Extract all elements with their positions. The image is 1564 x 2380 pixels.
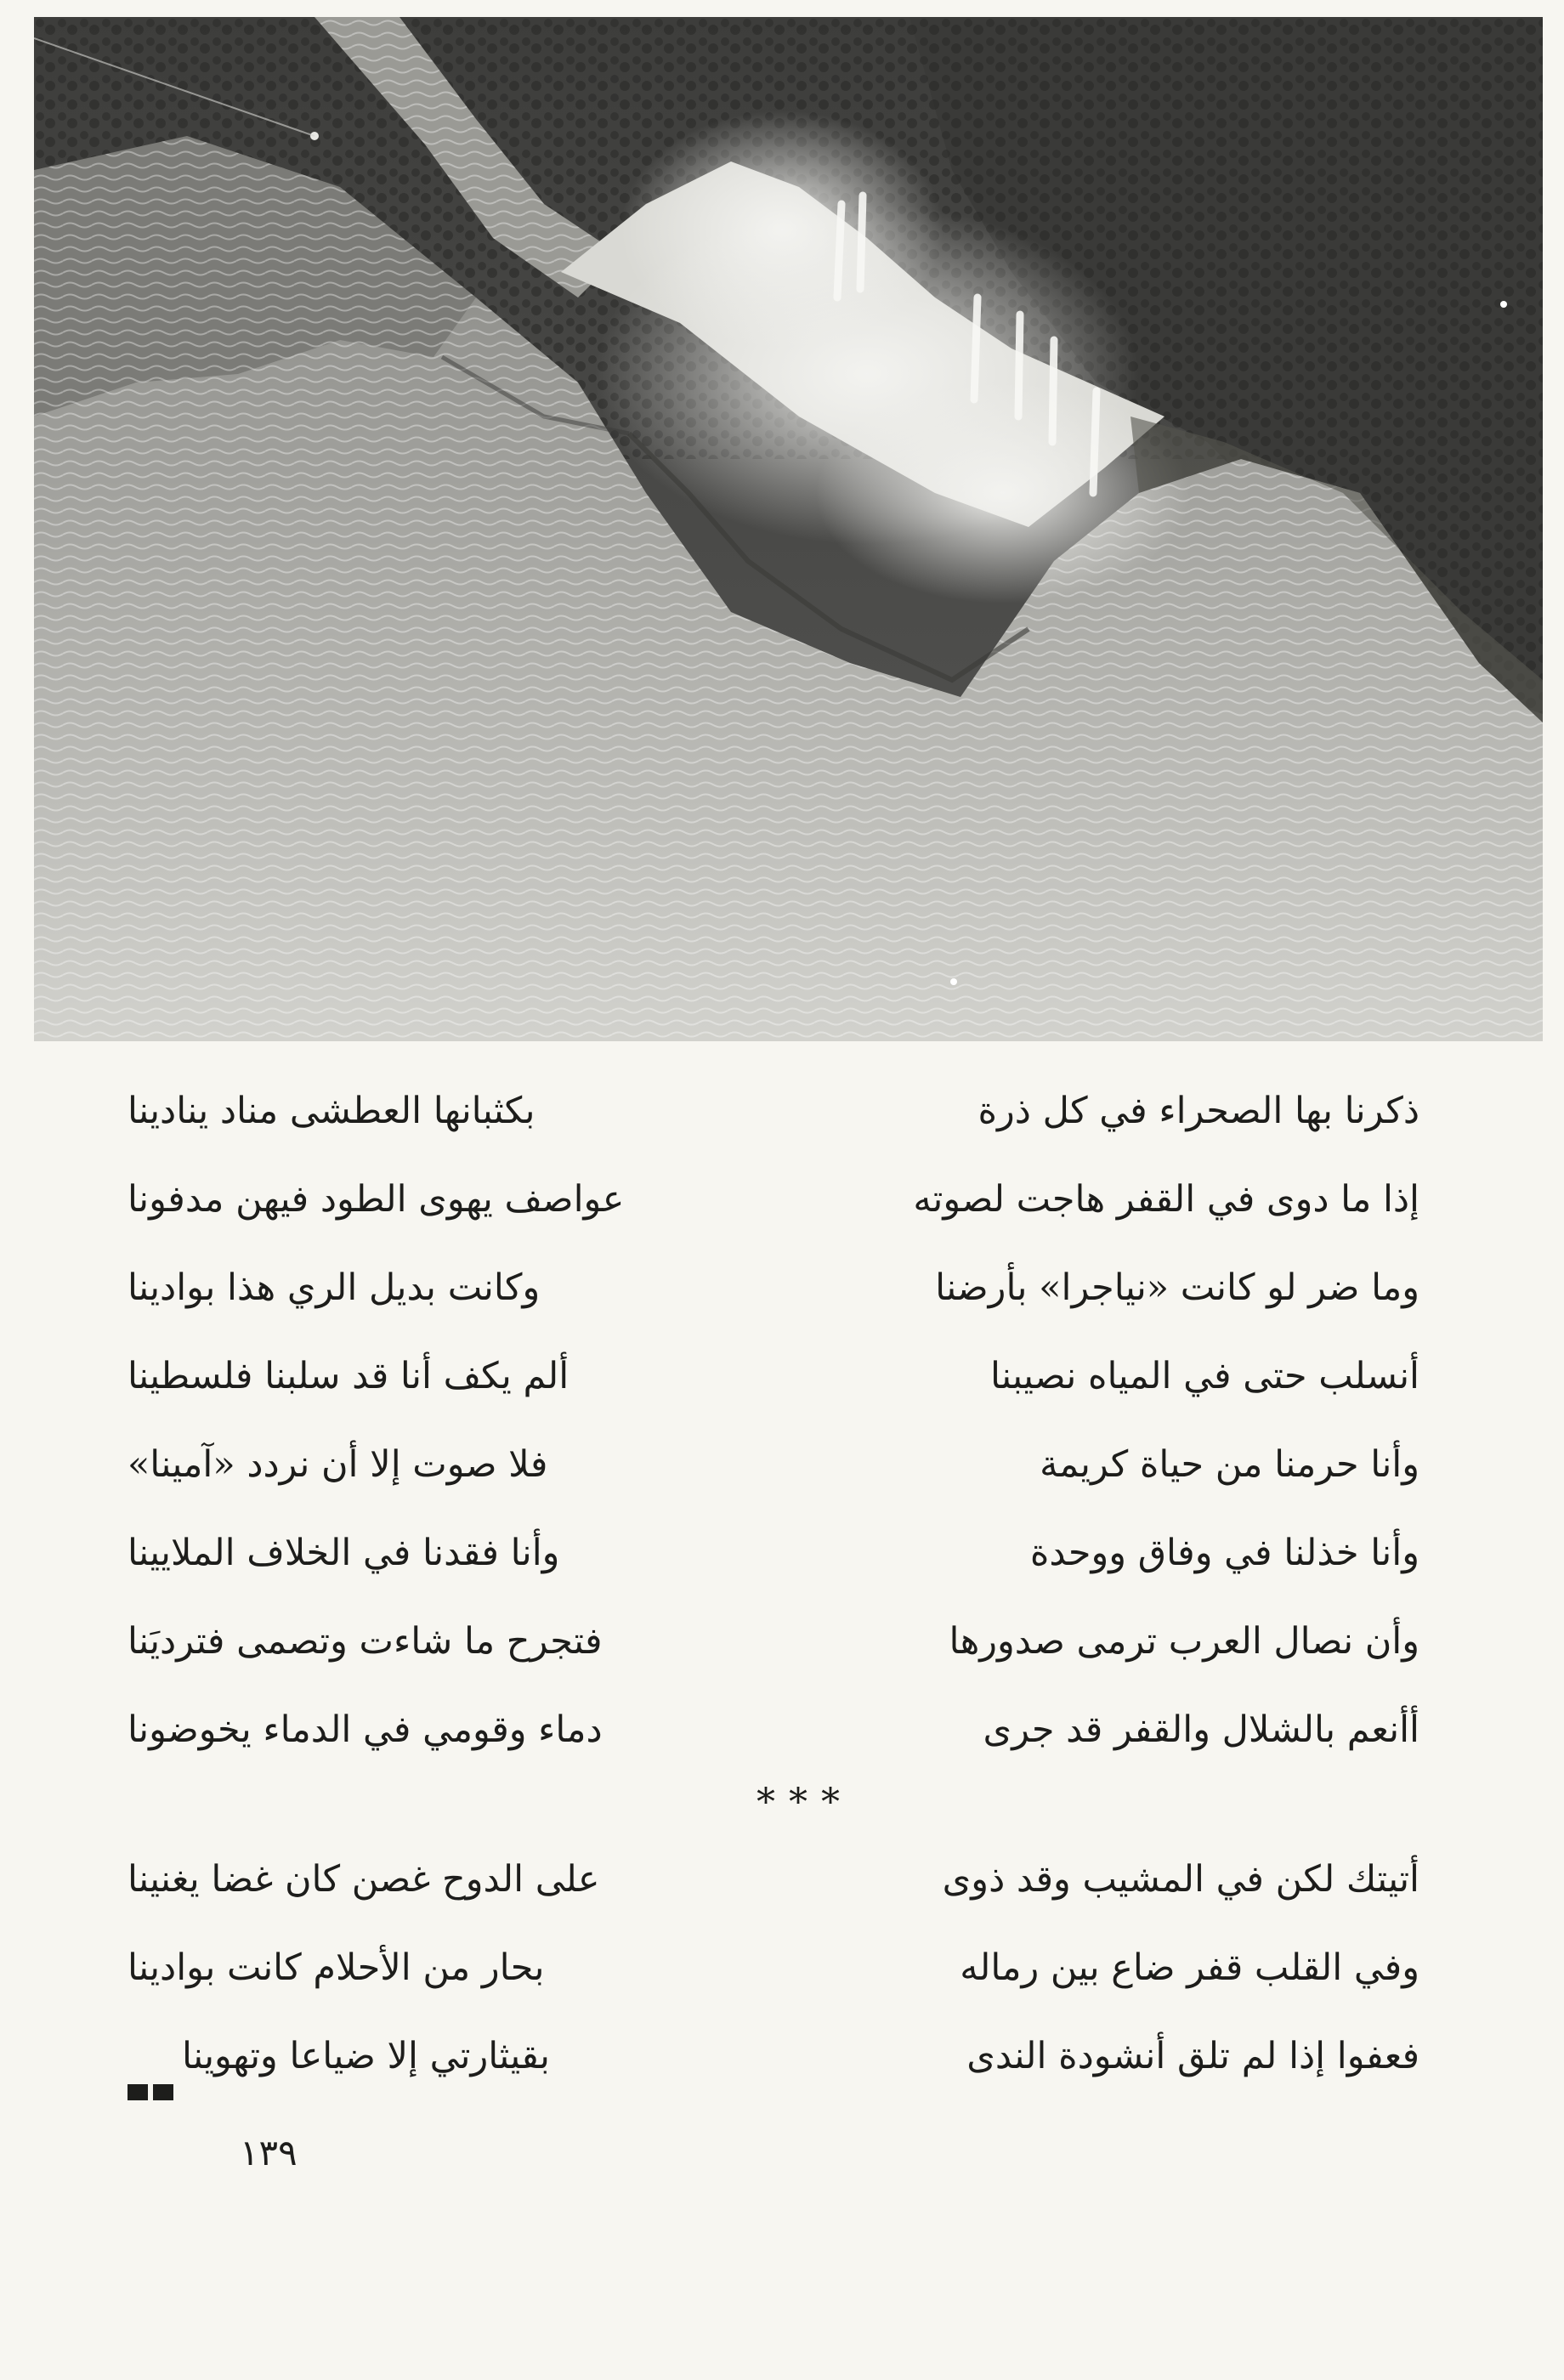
verse-1-right: ذكرنا بها الصحراء في كل ذرة [978,1090,1420,1132]
page-number: ١٣٩ [240,2132,298,2173]
verse-9-left: على الدوح غصن كان غضا يغنينا [128,1858,600,1901]
verse-4-right: أنسلب حتى في المياه نصيبنا [990,1355,1420,1397]
verse-2-right: إذا ما دوى في القفر هاجت لصوته [913,1178,1420,1221]
verse-6-left: وأنا فقدنا في الخلاف الملايينا [128,1532,560,1574]
verse-5-left: فلا صوت إلا أن نردد «آمينا» [128,1443,548,1486]
waterfall-photo [34,17,1543,1041]
verse-10-right: وفي القلب قفر ضاع بين رماله [960,1946,1420,1989]
waterfall-photo-illustration [34,17,1543,1041]
stanza-separator [128,1776,1420,1830]
verse-10-left: بحار من الأحلام كانت بوادينا [128,1946,545,1989]
verse-11-right: فعفوا إذا لم تلق أنشودة الندى [966,2035,1420,2077]
asterism: *** [756,1781,853,1824]
stanza-2 [128,1835,1420,2100]
verse-3-left: وكانت بديل الري هذا بوادينا [128,1266,541,1309]
verse-11-left [128,2012,727,2100]
verse-11-left-text: بقيثارتي إلا ضياعا وتهوينا [182,2035,550,2077]
verse-5-right: وأنا حرمنا من حياة كريمة [1040,1443,1420,1486]
verse-2-left: عواصف يهوى الطود فيهن مدفونا [128,1178,625,1221]
poem [128,1067,1420,2100]
verse-7-left: فتجرح ما شاءت وتصمى فترديَنا [128,1620,603,1663]
verse-4-left: ألم يكف أنا قد سلبنا فلسطينا [128,1355,570,1397]
verse-8-left: دماء وقومي في الدماء يخوضونا [128,1708,603,1751]
end-of-article-mark-icon [128,2048,177,2069]
verse-9-right: أتيتك لكن في المشيب وقد ذوى [942,1858,1420,1901]
verse-1-left: بكثبانها العطشى مناد ينادينا [128,1090,536,1132]
verse-3-right: وما ضر لو كانت «نياجرا» بأرضنا [935,1266,1420,1309]
stanza-1 [128,1067,1420,1774]
verse-6-right: وأنا خذلنا في وفاق ووحدة [1029,1532,1420,1574]
verse-7-right: وأن نصال العرب ترمى صدورها [949,1620,1420,1663]
verse-8-right: أأنعم بالشلال والقفر قد جرى [983,1708,1420,1751]
